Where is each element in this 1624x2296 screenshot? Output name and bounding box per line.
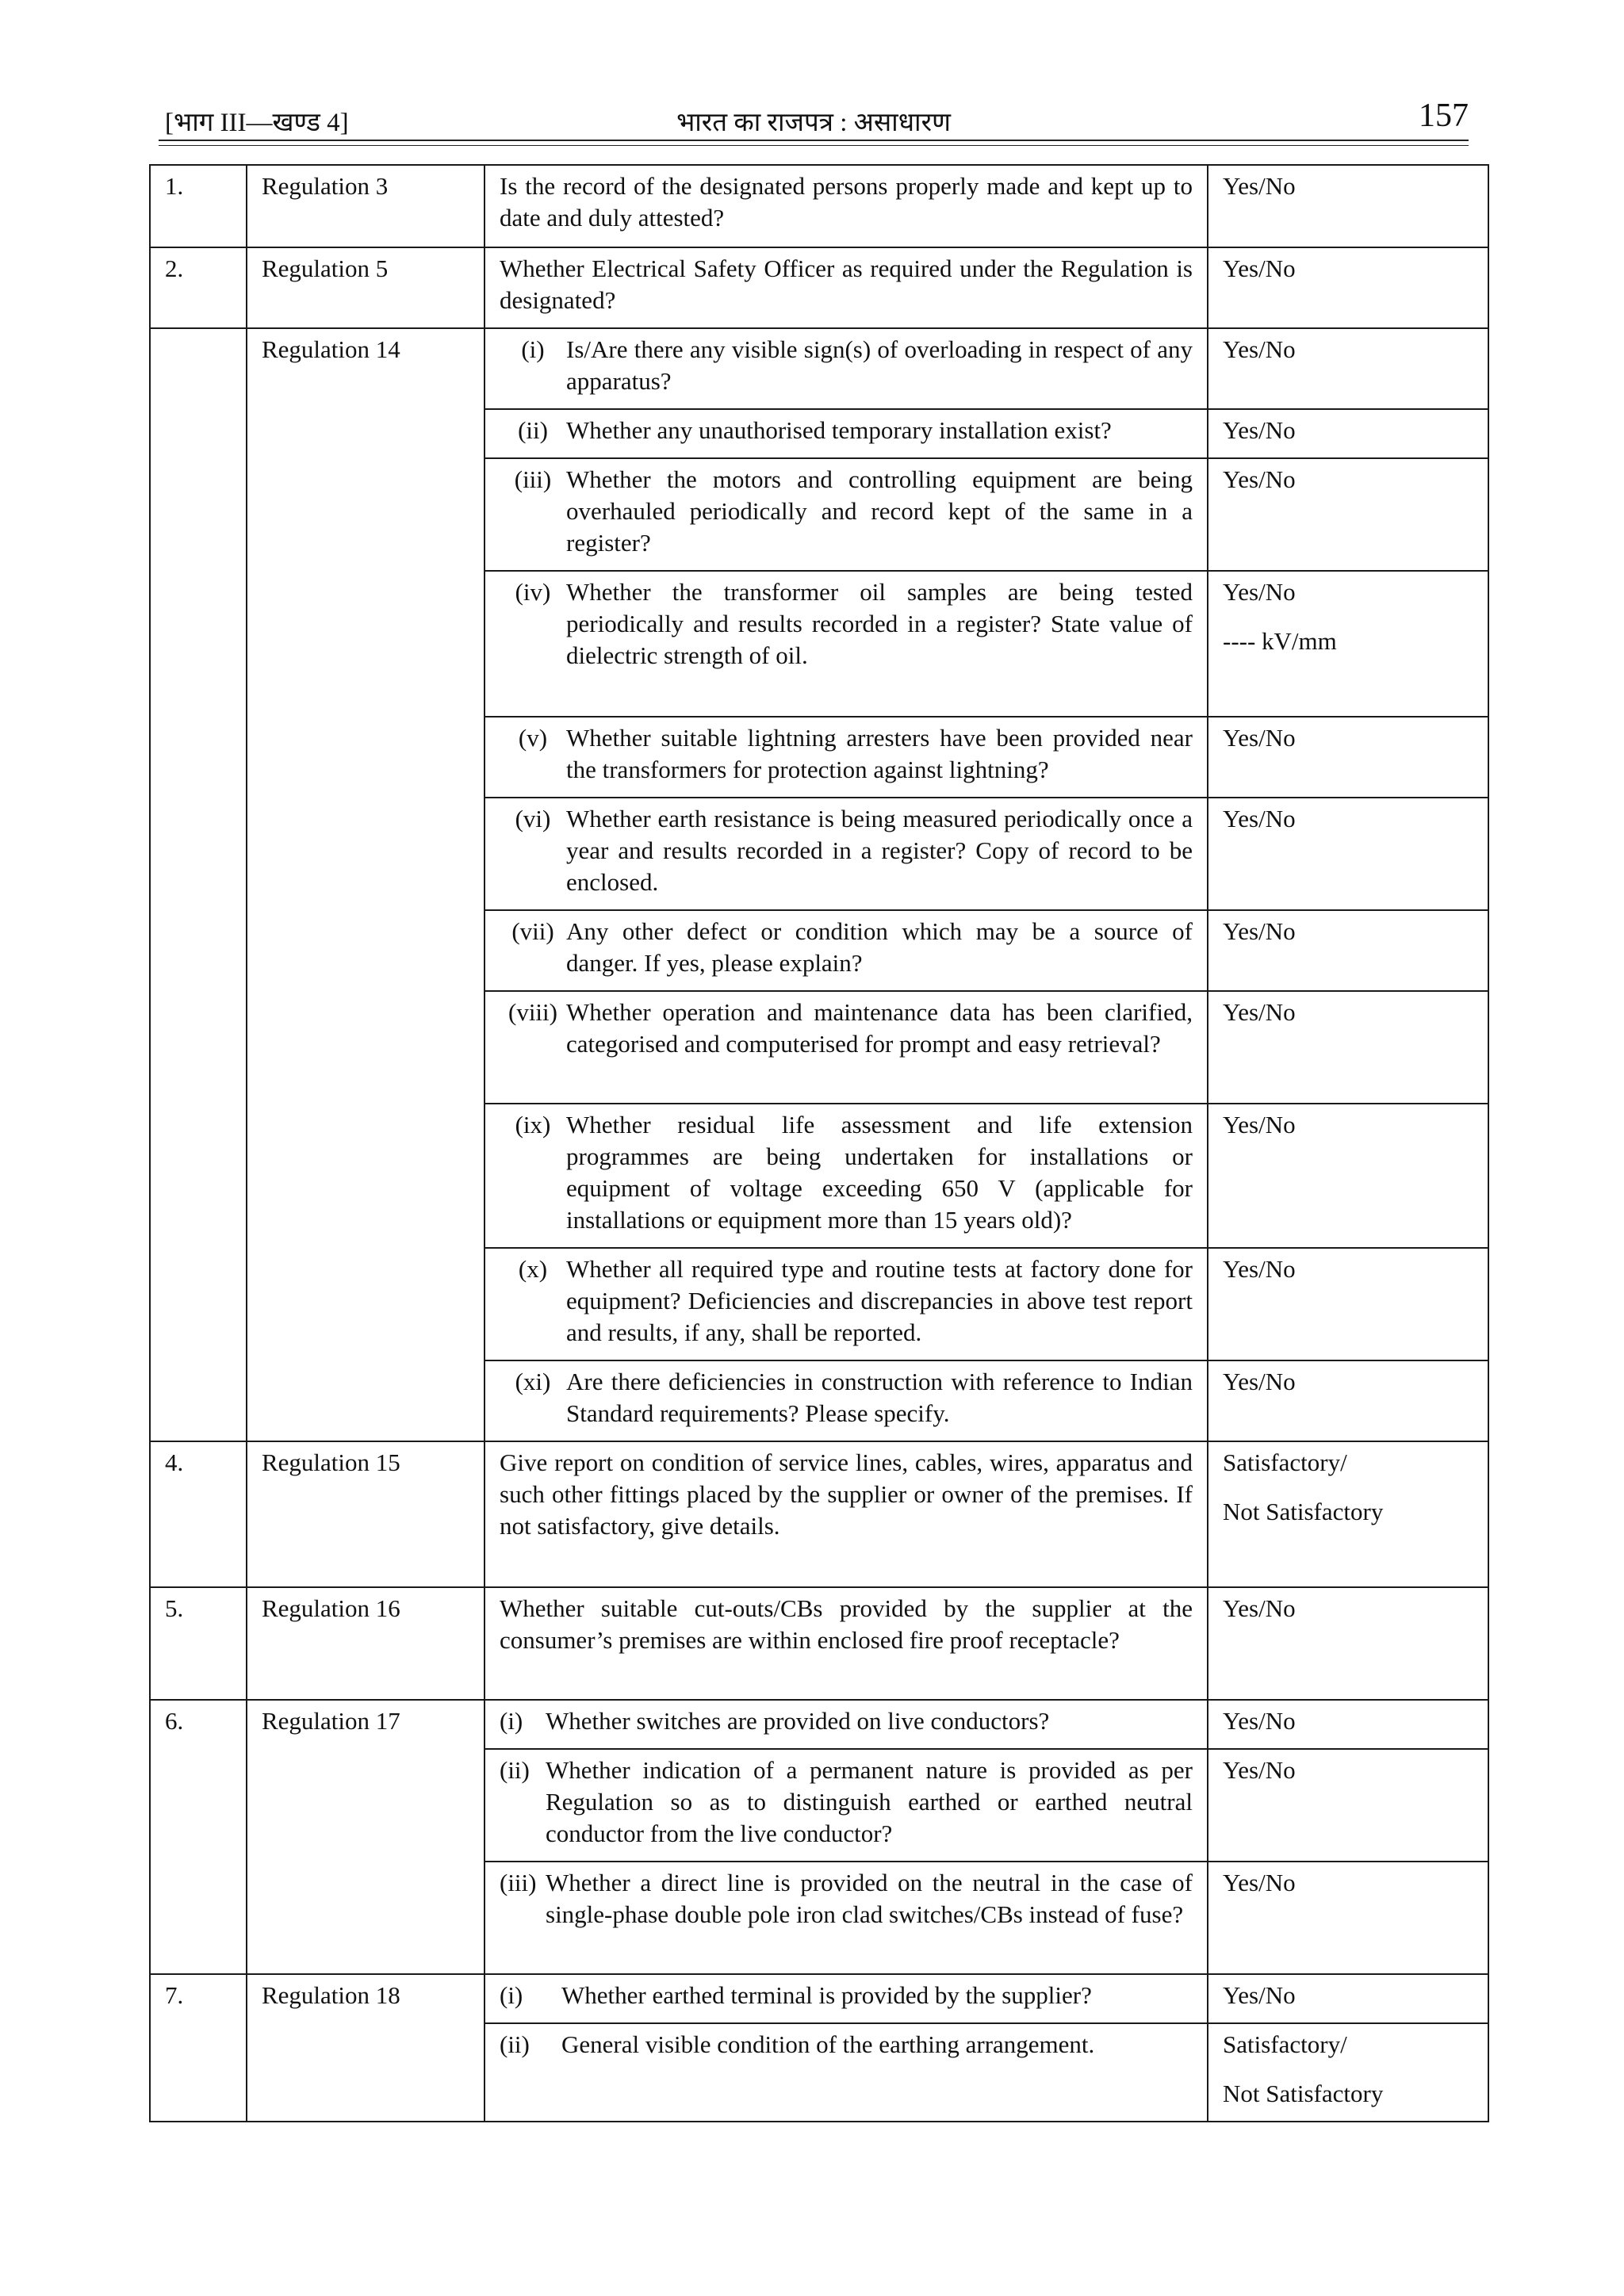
answer-cell: Yes/No [1208, 165, 1488, 247]
regulation-cell: Regulation 16 [247, 1587, 485, 1700]
table-row [150, 1587, 1488, 1700]
regulation-cell: Regulation 14 [247, 328, 485, 1441]
regulation-cell: Regulation 5 [247, 247, 485, 328]
item-number: (i) [500, 1981, 523, 2009]
answer-unit: ---- kV/mm [1223, 627, 1337, 655]
table-row [150, 165, 1488, 247]
header-rule-thin [159, 145, 1469, 146]
row-number [150, 328, 247, 1441]
item-number: (xi) [515, 1368, 551, 1395]
question-cell: Whether Electrical Safety Officer as required under the Regulation is designated? [485, 247, 1208, 328]
table-row [150, 328, 1488, 409]
answer-cell [1208, 571, 1488, 717]
row-number: 5. [150, 1587, 247, 1700]
checklist-table [149, 164, 1489, 2122]
question-cell: Is the record of the designated persons properly made and kept up to date and duly attested? [485, 165, 1208, 247]
question-cell [485, 1749, 1208, 1862]
regulation-cell: Regulation 17 [247, 1700, 485, 1974]
row-number: 4. [150, 1441, 247, 1587]
answer-cell: Yes/No [1208, 1587, 1488, 1700]
item-text: Whether operation and maintenance data has been clarified, categorised and computerised for prompt and easy retrieval? [566, 998, 1193, 1058]
item-number: (vii) [511, 917, 554, 945]
regulation-cell: Regulation 18 [247, 1974, 485, 2122]
item-text: Whether switches are provided on live conductors? [546, 1707, 1050, 1735]
answer-option: Satisfactory/ [1223, 1448, 1347, 1476]
answer-cell: Yes/No [1208, 247, 1488, 328]
question-cell [485, 1248, 1208, 1360]
page-number: 157 [1419, 98, 1469, 134]
answer-option-alt: Not Satisfactory [1223, 1498, 1384, 1525]
question-cell [485, 991, 1208, 1104]
header-section: [भाग III—खण्ड 4] [165, 109, 349, 137]
page-header [159, 97, 1469, 138]
item-text: Are there deficiencies in construction with reference to Indian Standard requirements? Please specify. [566, 1368, 1193, 1427]
answer-cell: Yes/No [1208, 458, 1488, 571]
question-cell [485, 1104, 1208, 1248]
header-rule [159, 140, 1469, 141]
item-text: Whether earth resistance is being measured periodically once a year and results recorded in a register? Copy of record to be enclosed. [566, 805, 1193, 896]
item-number: (ix) [515, 1111, 551, 1138]
row-number: 2. [150, 247, 247, 328]
item-text: Whether all required type and routine tests at factory done for equipment? Deficiencies and discrepancies in above test report and results, if any, shall be reported. [566, 1255, 1193, 1346]
item-text: Whether the transformer oil samples are being tested periodically and results recorded in a register? State value of dielectric strength of oil. [566, 578, 1193, 669]
item-text: Whether earthed terminal is provided by the supplier? [561, 1981, 1092, 2009]
item-text: Whether any unauthorised temporary installation exist? [566, 416, 1112, 444]
item-number: (i) [500, 1707, 523, 1735]
item-number: (ii) [518, 416, 548, 444]
question-cell [485, 458, 1208, 571]
table-row [150, 1441, 1488, 1587]
item-text: Whether suitable lightning arresters have been provided near the transformers for protection against lightning? [566, 724, 1193, 783]
answer-cell: Yes/No [1208, 1749, 1488, 1862]
table-row [150, 1974, 1488, 2023]
question-cell [485, 910, 1208, 991]
answer-cell: Yes/No [1208, 910, 1488, 991]
item-number: (i) [521, 335, 545, 363]
item-text: Whether indication of a permanent nature is provided as per Regulation so as to distinguish earthed or earthed neutral conductor from the live conductor? [546, 1756, 1193, 1847]
question-cell [485, 1862, 1208, 1974]
question-cell: Give report on condition of service lines, cables, wires, apparatus and such other fittings placed by the supplier or owner of the premises. If not satisfactory, give details. [485, 1441, 1208, 1587]
answer-cell: Yes/No [1208, 1862, 1488, 1974]
row-number: 7. [150, 1974, 247, 2122]
question-cell [485, 328, 1208, 409]
answer-cell: Yes/No [1208, 717, 1488, 798]
answer-cell: Yes/No [1208, 1700, 1488, 1749]
question-cell [485, 571, 1208, 717]
answer-cell: Yes/No [1208, 1360, 1488, 1441]
answer-cell: Yes/No [1208, 328, 1488, 409]
answer-option: Satisfactory/ [1223, 2030, 1347, 2058]
item-number: (iv) [515, 578, 551, 606]
header-gazette-title: भारत का राजपत्र : असाधारण [676, 109, 951, 137]
item-text: Any other defect or condition which may be a source of danger. If yes, please explain? [566, 917, 1193, 977]
question-cell [485, 1360, 1208, 1441]
item-text: Whether residual life assessment and life extension programmes are being undertaken for installations or equipment of voltage exceeding 650 V (applicable for installations or equipment more than 15 years old)? [566, 1111, 1193, 1234]
table-row [150, 1700, 1488, 1749]
question-cell [485, 1700, 1208, 1749]
row-number: 6. [150, 1700, 247, 1974]
question-cell: Whether suitable cut-outs/CBs provided by the supplier at the consumer’s premises are within enclosed fire proof receptacle? [485, 1587, 1208, 1700]
question-cell [485, 717, 1208, 798]
item-text: Whether the motors and controlling equipment are being overhauled periodically and record kept of the same in a register? [566, 465, 1193, 557]
item-number: (ii) [500, 1756, 530, 1784]
answer-cell: Yes/No [1208, 1974, 1488, 2023]
question-cell [485, 2023, 1208, 2122]
table-row [150, 247, 1488, 328]
answer-option-alt: Not Satisfactory [1223, 2080, 1384, 2107]
regulation-cell: Regulation 3 [247, 165, 485, 247]
item-number: (vi) [515, 805, 551, 832]
question-cell [485, 1974, 1208, 2023]
answer-cell: Yes/No [1208, 991, 1488, 1104]
answer-cell: Yes/No [1208, 1104, 1488, 1248]
answer-cell [1208, 2023, 1488, 2122]
answer-cell: Yes/No [1208, 409, 1488, 458]
item-text: Is/Are there any visible sign(s) of overloading in respect of any apparatus? [566, 335, 1193, 395]
answer-cell [1208, 1441, 1488, 1587]
regulation-cell: Regulation 15 [247, 1441, 485, 1587]
question-cell [485, 409, 1208, 458]
item-number: (v) [518, 724, 548, 752]
item-text: General visible condition of the earthing arrangement. [561, 2030, 1095, 2058]
item-text: Whether a direct line is provided on the neutral in the case of single-phase double pole iron clad switches/CBs instead of fuse? [546, 1869, 1193, 1928]
item-number: (ii) [500, 2030, 530, 2058]
row-number: 1. [150, 165, 247, 247]
answer-cell: Yes/No [1208, 798, 1488, 910]
answer-cell: Yes/No [1208, 1248, 1488, 1360]
answer-option: Yes/No [1223, 578, 1296, 606]
item-number: (viii) [508, 998, 557, 1026]
question-cell [485, 798, 1208, 910]
item-number: (x) [518, 1255, 548, 1283]
item-number: (iii) [514, 465, 552, 493]
item-number: (iii) [500, 1869, 537, 1896]
